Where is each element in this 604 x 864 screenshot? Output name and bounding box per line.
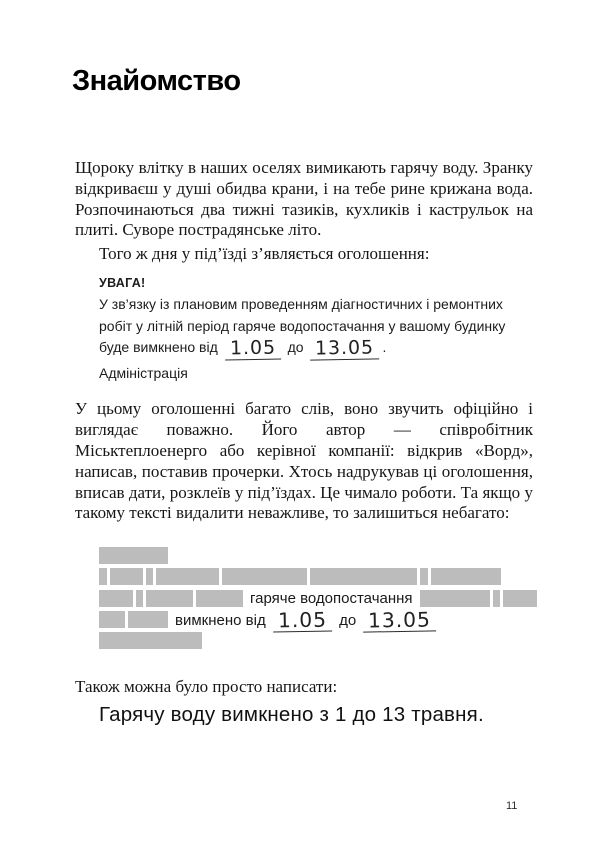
- redacted-visible-text-2: [171, 607, 443, 633]
- page-number: 11: [506, 800, 518, 812]
- redacted-row-4: [99, 607, 533, 633]
- announcement-line-1: У зв’язку із плановим проведенням діагностичних і ремонтних: [99, 296, 503, 313]
- simplified-sentence: Гарячу воду вимкнено з 1 до 13 травня.: [99, 703, 484, 727]
- redacted-bar: [128, 611, 168, 628]
- redacted-bar: [503, 590, 537, 607]
- redacted-bar: [99, 547, 168, 564]
- redacted-text-visualization: [99, 547, 533, 649]
- handwritten-date-to: 13.05: [310, 340, 379, 361]
- announcement-date-line: [99, 337, 511, 359]
- redacted-visible-text-1: гаряче водопостачання: [250, 589, 413, 607]
- redacted-bar: [99, 611, 125, 628]
- announcement-block: [99, 273, 511, 385]
- chapter-title: Знайомство: [72, 65, 241, 97]
- redacted-bar: [420, 568, 428, 585]
- redacted-bar: [431, 568, 501, 585]
- handwritten-date-from: 1.05: [224, 340, 280, 361]
- announcement-date-suffix: .: [382, 339, 387, 356]
- redacted-bar: [156, 568, 219, 585]
- handwritten-date-to: 13.05: [363, 610, 436, 633]
- paragraph-1: Щороку влітку в наших оселях вимикають гарячу воду. Зранку відкриваєш у душі обидва крани, і на тебе рине крижана вода. Розпочинаються два тижні тазиків, кухликів і каструльок на плиті. Суворе пострадянське літо.: [75, 158, 533, 240]
- redacted-bar: [196, 590, 243, 607]
- redacted-bar: [420, 590, 490, 607]
- redacted-row-1: [99, 547, 533, 564]
- redacted-row-3: [99, 590, 533, 607]
- announcement-heading: УВАГА!: [99, 275, 146, 290]
- handwritten-date-from: 1.05: [273, 610, 332, 632]
- paragraph-intro: Того ж дня у під’їзді з’являється оголошення:: [99, 244, 430, 264]
- redacted-bar: [493, 590, 500, 607]
- announcement-signature: Адміністрація: [99, 364, 188, 381]
- redacted-bar: [110, 568, 143, 585]
- redacted-date-middle: до: [339, 611, 357, 629]
- redacted-bar: [222, 568, 307, 585]
- redacted-row-2: [99, 568, 533, 585]
- announcement-line-2: робіт у літній період гаряче водопостачання у вашому будинку: [99, 317, 506, 334]
- announcement-date-prefix: буде вимкнено від: [99, 339, 218, 356]
- redacted-bar: [310, 568, 417, 585]
- redacted-bar: [99, 568, 107, 585]
- redacted-bar: [146, 590, 193, 607]
- redacted-bar: [99, 590, 133, 607]
- redacted-bar: [99, 632, 202, 649]
- paragraph-outro: Також можна було просто написати:: [75, 677, 338, 697]
- redacted-bar: [136, 590, 143, 607]
- redacted-date-prefix: вимкнено від: [175, 611, 266, 629]
- page-content: [72, 0, 533, 727]
- redacted-bar: [146, 568, 153, 585]
- redacted-row-5: [99, 632, 533, 649]
- paragraph-2: У цьому оголошенні багато слів, воно звучить офіційно і виглядає поважно. Його автор — співробітник Міськтеплоенерго або керівної компанії: відкрив «Ворд», написав, поставив прочерки. Хтось надрукував ці оголошення, вписав дати, розклеїв у під’їздах. Це чимало роботи. Та якщо у такому тексті видалити неважливе, то залишиться небагато:: [75, 399, 533, 523]
- announcement-date-middle: до: [287, 339, 304, 356]
